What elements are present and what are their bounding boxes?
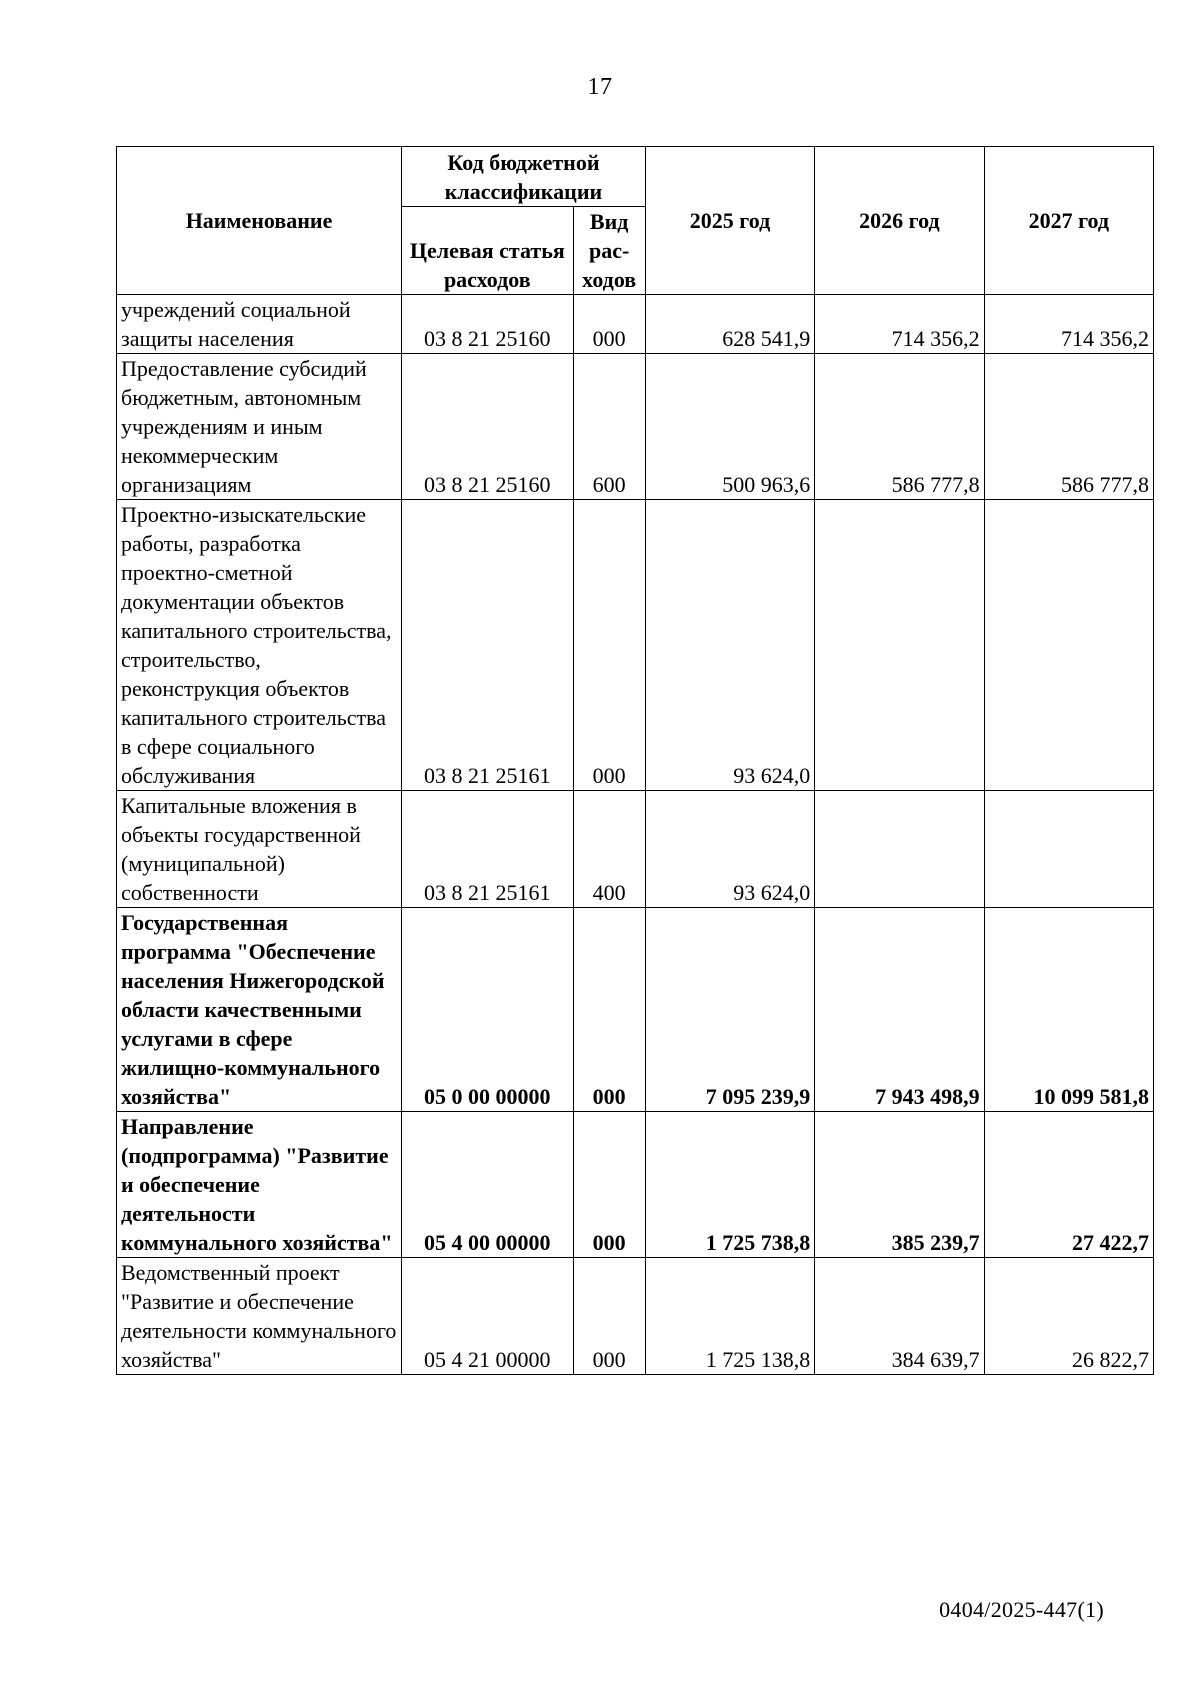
row-type: 000 xyxy=(573,1258,645,1375)
row-2025: 7 095 239,9 xyxy=(645,908,814,1112)
row-2026: 384 639,7 xyxy=(815,1258,984,1375)
row-2025: 93 624,0 xyxy=(645,500,814,791)
document-code: 0404/2025-447(1) xyxy=(939,1597,1104,1622)
row-2026 xyxy=(815,500,984,791)
row-target: 03 8 21 25161 xyxy=(402,500,573,791)
row-target: 03 8 21 25161 xyxy=(402,791,573,908)
row-2027 xyxy=(984,791,1153,908)
table-row xyxy=(117,354,1154,500)
header-target-article: Целевая статья расходов xyxy=(402,207,573,295)
row-2026: 385 239,7 xyxy=(815,1112,984,1258)
row-2025: 1 725 138,8 xyxy=(645,1258,814,1375)
row-target: 05 4 21 00000 xyxy=(402,1258,573,1375)
row-name: Направление (подпрограмма) "Развитие и обеспечение деятельности коммунального хозяйства" xyxy=(117,1112,402,1258)
row-2026: 586 777,8 xyxy=(815,354,984,500)
row-type: 000 xyxy=(573,908,645,1112)
row-name: Государственная программа "Обеспечение населения Нижегородской области качественными услугами в сфере жилищно-коммунального хозяйства" xyxy=(117,908,402,1112)
row-2027 xyxy=(984,500,1153,791)
row-2025: 93 624,0 xyxy=(645,791,814,908)
page-number: 17 xyxy=(587,74,613,100)
row-2027: 10 099 581,8 xyxy=(984,908,1153,1112)
row-target: 05 0 00 00000 xyxy=(402,908,573,1112)
row-2025: 500 963,6 xyxy=(645,354,814,500)
table-row xyxy=(117,295,1154,354)
row-2027: 714 356,2 xyxy=(984,295,1153,354)
header-expense-type: Вид рас-ходов xyxy=(573,207,645,295)
table-row-subprogram xyxy=(117,1112,1154,1258)
row-name: Предоставление субсидий бюджетным, автономным учреждениям и иным некоммерческим организациям xyxy=(117,354,402,500)
header-2026: 2026 год xyxy=(815,147,984,295)
row-type: 000 xyxy=(573,295,645,354)
row-type: 600 xyxy=(573,354,645,500)
table-row xyxy=(117,791,1154,908)
row-name: Проектно-изыскательские работы, разработка проектно-сметной документации объектов капитального строительства, строительство, реконструкция объектов капитального строительства в сфере социального обслуживания xyxy=(117,500,402,791)
row-2025: 628 541,9 xyxy=(645,295,814,354)
row-2027: 27 422,7 xyxy=(984,1112,1153,1258)
row-target: 05 4 00 00000 xyxy=(402,1112,573,1258)
row-name: Ведомственный проект "Развитие и обеспечение деятельности коммунального хозяйства" xyxy=(117,1258,402,1375)
row-2025: 1 725 738,8 xyxy=(645,1112,814,1258)
table-row xyxy=(117,1258,1154,1375)
row-2027: 26 822,7 xyxy=(984,1258,1153,1375)
row-2026: 7 943 498,9 xyxy=(815,908,984,1112)
row-2026: 714 356,2 xyxy=(815,295,984,354)
row-name: Капитальные вложения в объекты государственной (муниципальной) собственности xyxy=(117,791,402,908)
row-type: 000 xyxy=(573,500,645,791)
header-2025: 2025 год xyxy=(645,147,814,295)
header-2027: 2027 год xyxy=(984,147,1153,295)
row-name: учреждений социальной защиты населения xyxy=(117,295,402,354)
header-name: Наименование xyxy=(117,147,402,295)
budget-table xyxy=(116,146,1154,1375)
header-code-group: Код бюджетной классификации xyxy=(402,147,646,207)
row-2027: 586 777,8 xyxy=(984,354,1153,500)
row-type: 000 xyxy=(573,1112,645,1258)
row-type: 400 xyxy=(573,791,645,908)
row-target: 03 8 21 25160 xyxy=(402,295,573,354)
table-row xyxy=(117,500,1154,791)
row-2026 xyxy=(815,791,984,908)
row-target: 03 8 21 25160 xyxy=(402,354,573,500)
table-row-program xyxy=(117,908,1154,1112)
